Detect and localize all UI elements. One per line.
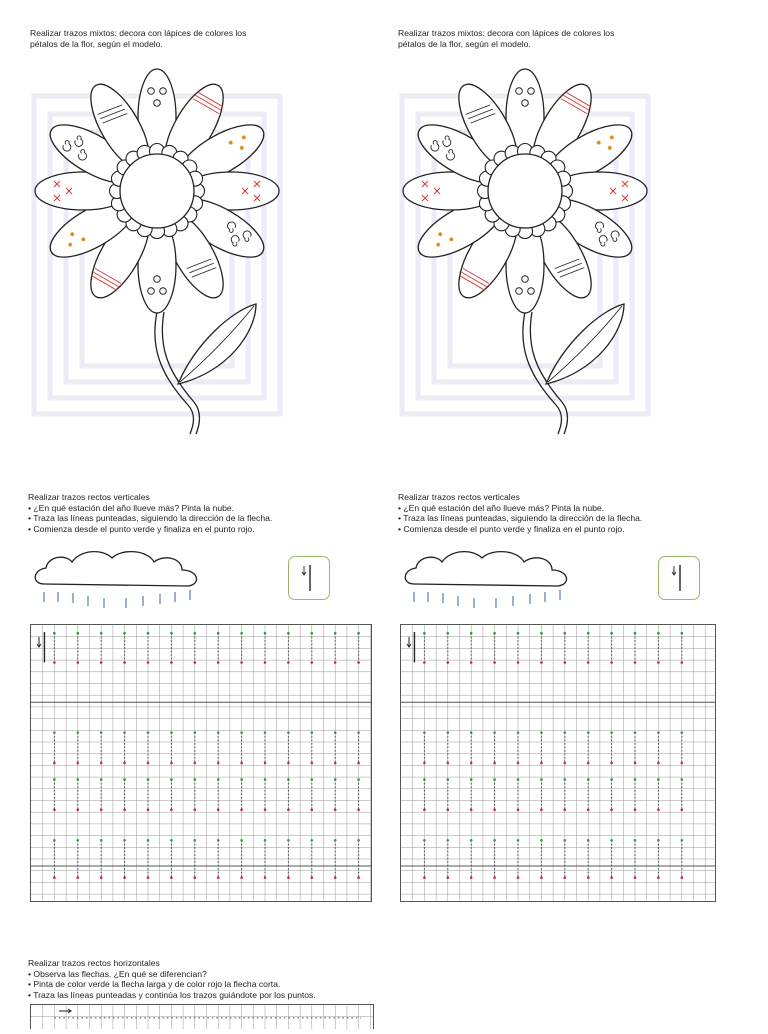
start-dot — [77, 839, 80, 842]
flower-instruction — [30, 28, 246, 49]
start-dot — [170, 731, 173, 734]
start-dot — [287, 632, 290, 635]
start-dot — [147, 731, 150, 734]
end-dot — [53, 809, 56, 812]
end-dot — [77, 876, 80, 879]
horizontal-instructions — [28, 958, 316, 1000]
end-dot — [287, 661, 290, 664]
end-dot — [470, 661, 473, 664]
start-dot — [493, 731, 496, 734]
end-dot — [447, 876, 450, 879]
end-dot — [610, 876, 613, 879]
start-dot — [170, 632, 173, 635]
rain-drops — [44, 590, 190, 608]
start-dot — [470, 731, 473, 734]
start-dot — [100, 731, 103, 734]
flower-center — [120, 154, 194, 228]
start-dot — [357, 839, 360, 842]
start-dot — [170, 778, 173, 781]
start-dot — [610, 632, 613, 635]
start-dot — [657, 731, 660, 734]
start-dot — [447, 731, 450, 734]
end-dot — [657, 762, 660, 765]
end-dot — [357, 762, 360, 765]
vertical-instructions — [28, 492, 272, 534]
horizontal-tracing-grid — [30, 1004, 374, 1029]
start-dot — [610, 731, 613, 734]
end-dot — [634, 809, 637, 812]
horizontal-title: Realizar trazos rectos horizontales — [28, 958, 160, 968]
end-dot — [470, 762, 473, 765]
end-dot — [423, 809, 426, 812]
end-dot — [311, 661, 314, 664]
start-dot — [517, 839, 520, 842]
grid-drawing — [401, 625, 715, 901]
end-dot — [423, 876, 426, 879]
end-dot — [681, 876, 684, 879]
vertical-tracing-grid-right — [400, 624, 716, 902]
end-dot — [587, 809, 590, 812]
end-dot — [610, 661, 613, 664]
start-arrow-icon — [37, 637, 41, 647]
start-dot — [610, 778, 613, 781]
end-dot — [53, 661, 56, 664]
flower-leaf — [178, 304, 256, 384]
start-dot — [100, 778, 103, 781]
end-dot — [194, 809, 197, 812]
end-dot — [634, 661, 637, 664]
start-dot — [564, 839, 567, 842]
end-dot — [100, 876, 103, 879]
start-dot — [264, 632, 267, 635]
flower-center — [488, 154, 562, 228]
start-dot — [264, 778, 267, 781]
start-dot — [217, 731, 220, 734]
end-dot — [357, 876, 360, 879]
end-dot — [217, 809, 220, 812]
start-dot — [194, 632, 197, 635]
horizontal-bullet-1: • Observa las flechas. ¿En qué se diferencian? — [28, 968, 207, 979]
vertical-title: Realizar trazos rectos verticales — [398, 492, 520, 502]
start-dot — [334, 778, 337, 781]
horizontal-bullet-2: • Pinta de color verde la flecha larga y de color rojo la flecha corta. — [28, 979, 281, 989]
start-dot — [657, 839, 660, 842]
flower-illustration — [28, 62, 286, 440]
end-dot — [123, 809, 126, 812]
end-dot — [264, 809, 267, 812]
start-dot — [470, 839, 473, 842]
start-dot — [470, 632, 473, 635]
start-dot — [240, 778, 243, 781]
end-dot — [123, 762, 126, 765]
vertical-title: Realizar trazos rectos verticales — [28, 492, 150, 502]
start-dot — [240, 632, 243, 635]
start-dot — [493, 839, 496, 842]
end-dot — [493, 661, 496, 664]
end-dot — [77, 661, 80, 664]
end-dot — [217, 661, 220, 664]
start-dot — [194, 839, 197, 842]
end-dot — [334, 809, 337, 812]
right-arrow-icon — [59, 1009, 71, 1013]
start-dot — [564, 778, 567, 781]
flower-illustration-right — [396, 62, 654, 440]
start-dot — [311, 778, 314, 781]
end-dot — [540, 876, 543, 879]
vertical-instructions-right — [398, 492, 642, 534]
start-dot — [123, 778, 126, 781]
end-dot — [240, 809, 243, 812]
end-dot — [240, 762, 243, 765]
start-dot — [517, 778, 520, 781]
start-dot — [587, 731, 590, 734]
start-dot — [100, 839, 103, 842]
end-dot — [194, 661, 197, 664]
start-dot — [147, 839, 150, 842]
start-dot — [334, 731, 337, 734]
end-dot — [240, 661, 243, 664]
vertical-bullet-3: • Comienza desde el punto verde y finaliza en el punto rojo. — [28, 523, 255, 534]
start-dot — [217, 839, 220, 842]
vertical-tracing-grid — [30, 624, 372, 902]
start-dot — [610, 839, 613, 842]
vertical-bullet-2: • Traza las líneas punteadas, siguiendo la dirección de la flecha. — [28, 513, 273, 523]
flower-instruction-line2: pétalos de la flor, según el modelo. — [398, 38, 531, 49]
end-dot — [53, 876, 56, 879]
start-dot — [311, 839, 314, 842]
start-dot — [564, 632, 567, 635]
down-arrow-model-icon — [659, 557, 699, 599]
end-dot — [493, 809, 496, 812]
end-dot — [334, 762, 337, 765]
end-dot — [147, 809, 150, 812]
flower-leaf — [546, 304, 624, 384]
end-dot — [447, 809, 450, 812]
start-dot — [634, 731, 637, 734]
start-dot — [264, 839, 267, 842]
start-dot — [170, 839, 173, 842]
start-dot — [470, 778, 473, 781]
start-dot — [311, 632, 314, 635]
start-arrow-icon — [407, 637, 411, 647]
end-dot — [217, 876, 220, 879]
start-dot — [681, 731, 684, 734]
end-dot — [123, 876, 126, 879]
flower-instruction-line2: pétalos de la flor, según el modelo. — [30, 38, 163, 49]
start-dot — [681, 839, 684, 842]
start-dot — [564, 731, 567, 734]
start-dot — [587, 632, 590, 635]
start-dot — [540, 731, 543, 734]
start-dot — [587, 778, 590, 781]
start-dot — [240, 839, 243, 842]
start-dot — [423, 632, 426, 635]
end-dot — [517, 876, 520, 879]
end-dot — [447, 762, 450, 765]
end-dot — [77, 762, 80, 765]
flower-instruction-right — [398, 28, 614, 49]
end-dot — [517, 661, 520, 664]
start-dot — [447, 778, 450, 781]
cloud-drawing — [400, 546, 576, 614]
end-dot — [264, 876, 267, 879]
end-dot — [147, 661, 150, 664]
start-dot — [217, 778, 220, 781]
grid-drawing — [31, 625, 371, 901]
end-dot — [657, 809, 660, 812]
start-dot — [53, 778, 56, 781]
end-dot — [470, 809, 473, 812]
end-dot — [681, 762, 684, 765]
horizontal-bullet-3: • Traza las líneas punteadas y continúa los trazos guiándote por los puntos. — [28, 989, 316, 1000]
end-dot — [493, 762, 496, 765]
end-dot — [540, 809, 543, 812]
end-dot — [447, 661, 450, 664]
vertical-bullet-3: • Comienza desde el punto verde y finaliza en el punto rojo. — [398, 523, 625, 534]
start-dot — [53, 731, 56, 734]
start-dot — [264, 731, 267, 734]
start-dot — [287, 839, 290, 842]
start-dot — [53, 839, 56, 842]
start-dot — [493, 632, 496, 635]
start-dot — [423, 778, 426, 781]
end-dot — [564, 876, 567, 879]
cloud-outline — [405, 552, 566, 586]
end-dot — [564, 661, 567, 664]
start-dot — [517, 731, 520, 734]
start-dot — [423, 731, 426, 734]
end-dot — [264, 762, 267, 765]
end-dot — [100, 661, 103, 664]
end-dot — [517, 809, 520, 812]
end-dot — [123, 661, 126, 664]
end-dot — [334, 661, 337, 664]
end-dot — [357, 809, 360, 812]
start-dot — [493, 778, 496, 781]
flower-drawing — [28, 62, 286, 440]
start-dot — [540, 632, 543, 635]
end-dot — [587, 661, 590, 664]
end-dot — [587, 876, 590, 879]
end-dot — [170, 762, 173, 765]
end-dot — [423, 661, 426, 664]
end-dot — [470, 876, 473, 879]
end-dot — [217, 762, 220, 765]
start-dot — [123, 839, 126, 842]
end-dot — [53, 762, 56, 765]
end-dot — [311, 809, 314, 812]
end-dot — [657, 661, 660, 664]
arrow-model-box-right — [658, 556, 700, 600]
end-dot — [634, 876, 637, 879]
rain-cloud — [30, 546, 206, 614]
grid-lines — [31, 625, 371, 901]
start-dot — [77, 731, 80, 734]
end-dot — [564, 809, 567, 812]
start-dot — [447, 839, 450, 842]
start-dot — [123, 731, 126, 734]
start-dot — [77, 778, 80, 781]
start-dot — [657, 778, 660, 781]
start-dot — [194, 778, 197, 781]
arrow-model-box — [288, 556, 330, 600]
start-dot — [334, 839, 337, 842]
end-dot — [423, 762, 426, 765]
end-dot — [170, 809, 173, 812]
vertical-bullet-1: • ¿En qué estación del año llueve más? Pinta la nube. — [398, 502, 605, 513]
end-dot — [287, 876, 290, 879]
end-dot — [681, 661, 684, 664]
end-dot — [264, 661, 267, 664]
end-dot — [657, 876, 660, 879]
start-dot — [634, 632, 637, 635]
start-dot — [100, 632, 103, 635]
start-dot — [681, 778, 684, 781]
start-dot — [194, 731, 197, 734]
start-dot — [540, 778, 543, 781]
flower-instruction-line1: Realizar trazos mixtos: decora con lápices de colores los — [398, 28, 615, 38]
end-dot — [194, 876, 197, 879]
end-dot — [147, 762, 150, 765]
start-dot — [217, 632, 220, 635]
start-dot — [311, 731, 314, 734]
end-dot — [311, 876, 314, 879]
flower-instruction-line1: Realizar trazos mixtos: decora con lápices de colores los — [30, 28, 247, 38]
end-dot — [194, 762, 197, 765]
start-dot — [357, 731, 360, 734]
cloud-outline — [35, 552, 196, 586]
end-dot — [681, 809, 684, 812]
end-dot — [311, 762, 314, 765]
start-dot — [334, 632, 337, 635]
start-dot — [147, 632, 150, 635]
start-dot — [634, 839, 637, 842]
end-dot — [334, 876, 337, 879]
start-dot — [357, 778, 360, 781]
end-dot — [77, 809, 80, 812]
start-dot — [357, 632, 360, 635]
start-dot — [147, 778, 150, 781]
vertical-bullet-1: • ¿En qué estación del año llueve más? Pinta la nube. — [28, 502, 235, 513]
start-dot — [287, 778, 290, 781]
end-dot — [587, 762, 590, 765]
end-dot — [170, 876, 173, 879]
start-dot — [587, 839, 590, 842]
end-dot — [540, 762, 543, 765]
start-dot — [657, 632, 660, 635]
start-dot — [423, 839, 426, 842]
end-dot — [610, 809, 613, 812]
flower-drawing — [396, 62, 654, 440]
end-dot — [287, 762, 290, 765]
end-dot — [100, 809, 103, 812]
end-dot — [240, 876, 243, 879]
end-dot — [517, 762, 520, 765]
start-dot — [77, 632, 80, 635]
start-dot — [517, 632, 520, 635]
end-dot — [634, 762, 637, 765]
start-dot — [681, 632, 684, 635]
vertical-bullet-2: • Traza las líneas punteadas, siguiendo la dirección de la flecha. — [398, 513, 643, 523]
start-dot — [123, 632, 126, 635]
horizontal-grid-lines — [31, 1005, 373, 1029]
start-dot — [540, 839, 543, 842]
start-dot — [447, 632, 450, 635]
end-dot — [610, 762, 613, 765]
rain-drops — [414, 590, 560, 608]
end-dot — [100, 762, 103, 765]
end-dot — [287, 809, 290, 812]
start-dot — [240, 731, 243, 734]
start-dot — [634, 778, 637, 781]
end-dot — [170, 661, 173, 664]
start-dot — [287, 731, 290, 734]
end-dot — [493, 876, 496, 879]
rain-cloud-right — [400, 546, 576, 614]
end-dot — [564, 762, 567, 765]
cloud-drawing — [30, 546, 206, 614]
down-arrow-model-icon — [289, 557, 329, 599]
end-dot — [147, 876, 150, 879]
end-dot — [540, 661, 543, 664]
start-dot — [53, 632, 56, 635]
end-dot — [357, 661, 360, 664]
